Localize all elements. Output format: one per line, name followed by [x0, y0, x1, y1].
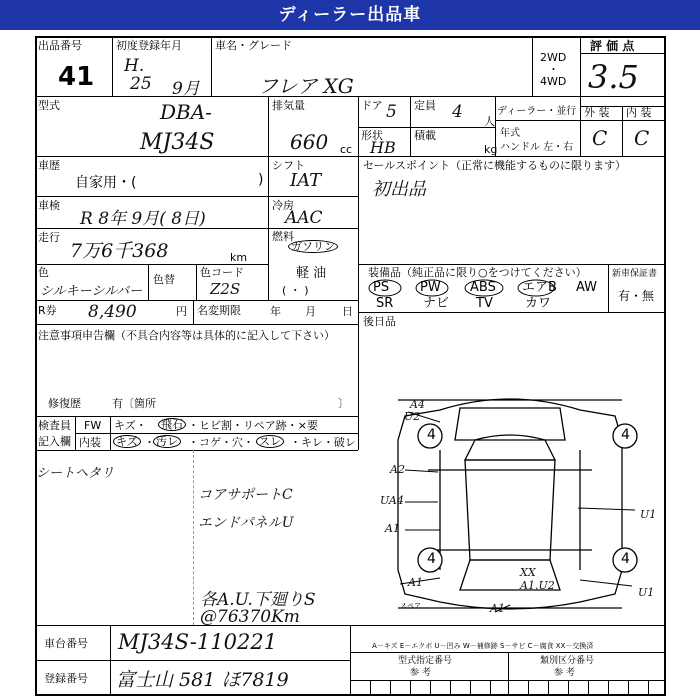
displacement-value: 660 — [290, 130, 329, 154]
displacement-unit: cc — [340, 143, 353, 156]
recycle-label: R券 — [38, 304, 57, 317]
damage-legend: A－キズ E－エクボ U－凹み W－補修跡 S－サビ C－腐食 XX－交換済 — [372, 642, 594, 650]
tire-fl: 4 — [427, 427, 436, 443]
color-code-value: Z2S — [210, 280, 241, 298]
equipment-circles — [358, 264, 608, 314]
mark-a2: A2 — [390, 463, 405, 476]
recycle-unit: 円 — [176, 305, 187, 318]
note-seat: シートヘタリ — [36, 466, 115, 481]
fuel-gasoline: ガソリン — [288, 240, 338, 253]
history-value: 自家用・( — [75, 175, 137, 191]
model-prefix: DBA- — [160, 100, 212, 124]
tire-rr: 4 — [621, 551, 630, 567]
inspector-chip: 飛石 — [158, 418, 186, 431]
equip-abs: ABS — [470, 280, 496, 295]
load-label: 積載 — [414, 129, 436, 142]
mark-a4: A4 — [410, 398, 425, 411]
registration-year: 25 — [130, 74, 152, 94]
color-change-label: 色替 — [153, 273, 175, 286]
shape-label: 形状 — [361, 129, 383, 142]
plate-label: 登録番号 — [44, 672, 88, 685]
inspector-int-sep: ・ — [144, 436, 155, 449]
score-label: 評 価 点 — [590, 39, 635, 53]
later-install-label: 後日品 — [363, 315, 396, 328]
model-label: 型式 — [38, 99, 60, 112]
history-close: ) — [258, 172, 264, 188]
inspector-int-scratch: キズ — [113, 435, 141, 448]
inspector-row1-rest: ・ヒビ割・リペア跡・×要 — [188, 419, 318, 432]
aircon-value: AAC — [285, 208, 323, 228]
mark-xx: XX — [520, 566, 536, 579]
capacity-unit: 人 — [484, 115, 495, 128]
tire-fr: 4 — [621, 427, 630, 443]
mileage-unit: km — [230, 251, 248, 264]
exterior-label: 外 装 — [584, 106, 610, 119]
color-code-label: 色コード — [200, 266, 244, 279]
note-end-panel: エンドパネルU — [198, 515, 294, 531]
mark-a1-rear: A1 — [490, 602, 505, 615]
repair-history-close: 〕 — [338, 397, 349, 410]
interior-label: 内 装 — [626, 106, 652, 119]
name-change-day: 日 — [342, 305, 353, 318]
chassis-label: 車台番号 — [44, 637, 88, 650]
page-title: ディーラー出品車 — [0, 0, 700, 30]
equip-leather: カワ — [525, 296, 552, 311]
inspector-int-dirt: 汚レ — [153, 435, 181, 448]
registration-month: 9月 — [172, 79, 200, 99]
fuel-other: ( ・ ) — [282, 284, 309, 297]
fuel-diesel: 軽 油 — [296, 266, 327, 281]
history-label: 車歴 — [38, 159, 60, 172]
mark-a1u2: A1.U2 — [520, 579, 555, 592]
inspection-label: 車検 — [38, 199, 60, 212]
registration-era: H. — [124, 56, 145, 76]
dealer-parallel-label: ディーラー・並行 — [497, 106, 577, 117]
score-value: 3.5 — [588, 58, 639, 96]
repair-history-value: 有〔箇所 — [112, 397, 156, 410]
shift-value: IAT — [290, 170, 322, 191]
type-designation-ref: 参 考 — [410, 668, 431, 678]
note-core-support: コアサポートC — [198, 487, 293, 503]
equip-ps: PS — [373, 280, 390, 295]
inspector-int-rest: ・キレ・破レ — [290, 436, 356, 449]
car-name-label: 車名・グレード — [215, 39, 292, 52]
note-each: 各A.U.下廻りS — [200, 590, 316, 610]
capacity-label: 定員 — [414, 99, 436, 112]
shift-label: シフト — [272, 159, 305, 172]
plate-value: 富士山 581 ほ7819 — [116, 669, 289, 691]
inspector-scratch: キズ・ — [114, 419, 147, 432]
color-value: シルキーシルバー — [40, 284, 143, 299]
inspector-label-2: 記入欄 — [38, 435, 71, 448]
note-odometer: @76370Km — [200, 607, 300, 627]
inspector-int-mid: ・コゲ・穴・ — [188, 436, 254, 449]
inspector-fw: FW — [84, 419, 102, 432]
inspector-label-1: 検査員 — [38, 419, 71, 432]
model-code: MJ34S — [140, 130, 215, 155]
type-designation-label: 型式指定番号 — [398, 656, 453, 666]
chassis-value: MJ34S-110221 — [118, 630, 278, 654]
lot-number-label: 出品番号 — [38, 39, 82, 52]
aircon-label: 冷房 — [272, 199, 294, 212]
drive-4wd: 4WD — [540, 75, 567, 88]
mark-u1-top: U1 — [640, 508, 657, 521]
drive-2wd: 2WD — [540, 51, 567, 64]
inspector-int-wear: スレ — [256, 435, 284, 448]
model-year-label: 年式 — [500, 128, 520, 139]
load-unit: kg — [484, 143, 498, 156]
mileage-value: 7万6千368 — [70, 240, 169, 262]
class-number-ref: 参 考 — [554, 668, 575, 678]
mark-ua4: UA4 — [380, 494, 404, 507]
equipment-label: 装備品（純正品に限り○をつけてください） — [368, 266, 587, 279]
repair-history-label: 修復歴 — [48, 397, 81, 410]
equip-tv: TV — [476, 296, 493, 311]
interior-grade: C — [634, 126, 650, 150]
handle-label: ハンドル 左・右 — [500, 142, 574, 153]
equip-sr: SR — [376, 296, 394, 311]
mark-u1-bottom: U1 — [638, 586, 655, 599]
equip-airbag: エアB — [522, 280, 557, 295]
inspection-value: R 8年 9月( 8日) — [80, 209, 206, 229]
name-change-year: 年 — [270, 305, 281, 318]
new-car-warranty-label: 新車保証書 — [612, 269, 658, 279]
name-change-month: 月 — [305, 305, 316, 318]
spare-label: スペア — [400, 602, 421, 610]
displacement-label: 排気量 — [272, 99, 305, 112]
fuel-label: 燃料 — [272, 230, 294, 243]
first-registration-label: 初度登録年月 — [116, 39, 182, 52]
shape-value: HB — [370, 138, 396, 157]
tire-rl: 4 — [427, 551, 436, 567]
notes-label: 注意事項申告欄（不具合内容等は具体的に記入して下さい） — [38, 329, 335, 342]
inspector-interior: 内装 — [79, 436, 101, 449]
equip-navi: ナビ — [423, 296, 450, 311]
equip-aw: AW — [576, 280, 598, 295]
car-name-grade: フレア XG — [258, 74, 354, 98]
mileage-label: 走行 — [38, 231, 60, 244]
exterior-grade: C — [592, 126, 608, 150]
sales-point-value: 初出品 — [372, 179, 426, 200]
mark-a1-left: A1 — [385, 522, 400, 535]
recycle-value: 8,490 — [88, 302, 137, 322]
color-label: 色 — [38, 266, 49, 279]
equip-pw: PW — [420, 280, 441, 295]
doors-value: 5 — [386, 102, 397, 122]
drive-dot: ・ — [548, 63, 559, 76]
sales-point-label: セールスポイント（正常に機能するものに限ります） — [363, 159, 627, 172]
mark-u2: U2 — [404, 410, 421, 423]
lot-number: 41 — [58, 62, 95, 92]
name-change-label: 名変期限 — [197, 304, 241, 317]
class-number-label: 類別区分番号 — [540, 656, 595, 666]
new-car-warranty-value: 有・無 — [618, 289, 655, 303]
mark-a1-bottom: A1 — [408, 576, 423, 589]
capacity-value: 4 — [452, 102, 463, 122]
doors-label: ドア — [361, 99, 383, 112]
